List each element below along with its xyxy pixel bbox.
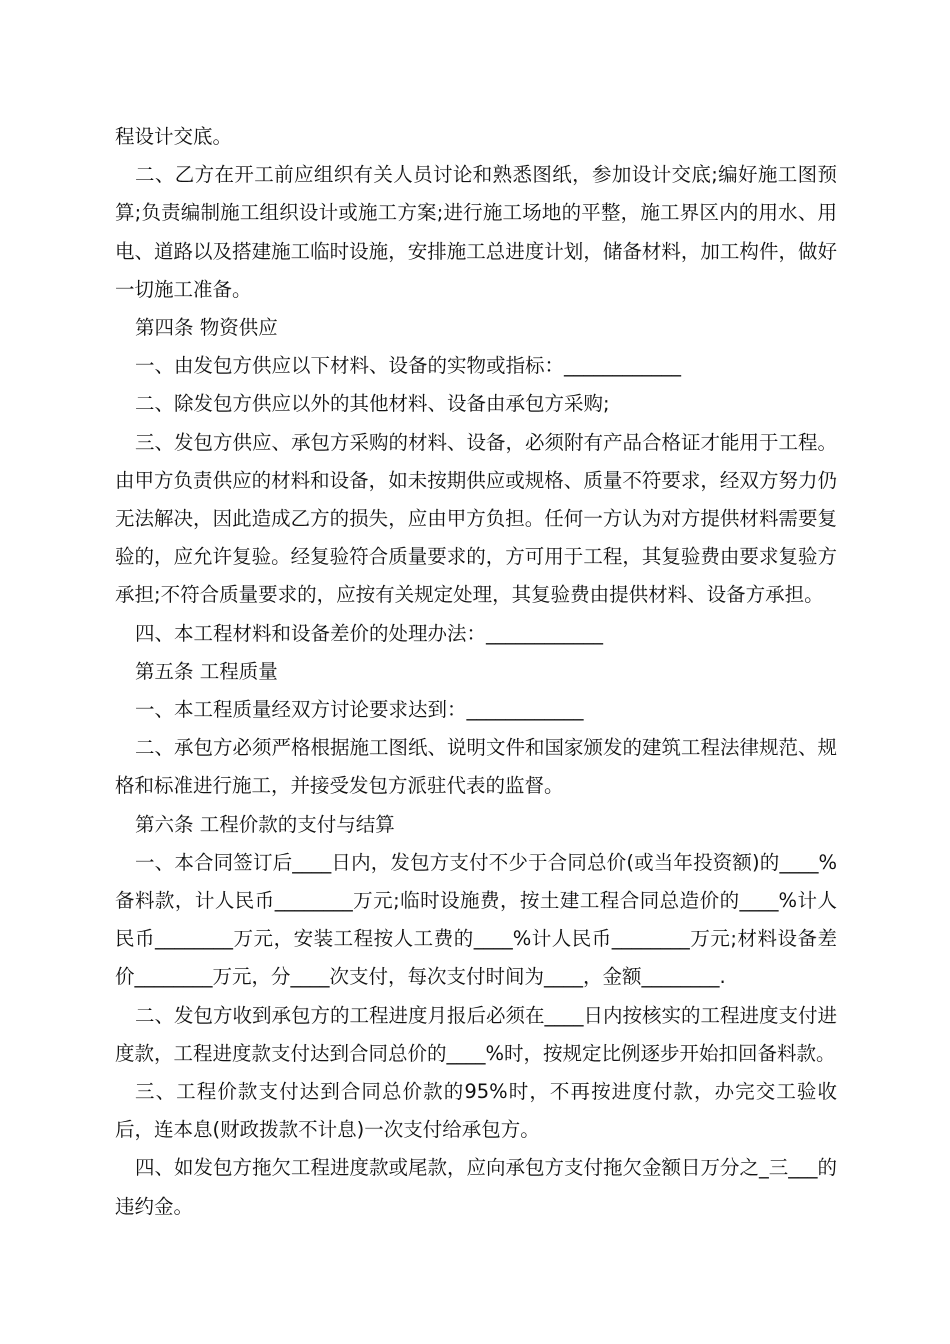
paragraph-4-1: 一、由发包方供应以下材料、设备的实物或指标：____________ [135, 354, 682, 378]
paragraph-4-3: 三、发包方供应、承包方采购的材料、设备，必须附有产品合格证才能用于工程。由甲方负责供应的材料和设备，如未按期供应或规格、质量不符要求，经双方努力仍无法解决，因此造成乙方的损失，应由甲方负担。任何一方认为对方提供材料需要复验的，应允许复验。经复验符合质量要求的，方可用于工程，其复验费由要求复验方承担;不符合质量要求的，应按有关规定处理，其复验费由提供材料、设备方承担。 [115, 430, 838, 607]
paragraph-6-1: 一、本合同签订后____日内，发包方支付不少于合同总价(或当年投资额)的____%备料款，计人民币________万元;临时设施费，按土建工程合同总造价的____%计人民币________万元，安装工程按人工费的____%计人民币________万元;材料设备差价________万元，分____次支付，每次支付时间为____，金额________. [115, 850, 837, 989]
paragraph-5-1: 一、本工程质量经双方讨论要求达到：____________ [135, 698, 584, 722]
paragraph-6-2: 二、发包方收到承包方的工程进度月报后必须在____日内按核实的工程进度支付进度款，工程进度款支付达到合同总价的____%时，按规定比例逐步开始扣回备料款。 [115, 1003, 838, 1065]
paragraph-4-4: 四、本工程材料和设备差价的处理办法：____________ [135, 621, 604, 645]
article-5-heading: 第五条 工程质量 [135, 659, 278, 683]
paragraph-6-3: 三、工程价款支付达到合同总价款的95%时，不再按进度付款，办完交工验收后，连本息(财政拨款不计息)一次支付给承包方。 [115, 1080, 837, 1142]
article-6-heading: 第六条 工程价款的支付与结算 [135, 812, 395, 836]
document-page [115, 118, 837, 1226]
paragraph-4-2: 二、除发包方供应以外的其他材料、设备由承包方采购; [135, 392, 610, 416]
article-4-heading: 第四条 物资供应 [135, 316, 278, 340]
paragraph-contractor-preparation: 二、乙方在开工前应组织有关人员讨论和熟悉图纸，参加设计交底;编好施工图预算;负责编制施工组织设计或施工方案;进行施工场地的平整，施工界区内的用水、用电、道路以及搭建施工临时设施，安排施工总进度计划，储备材料，加工构件，做好一切施工准备。 [115, 163, 837, 301]
paragraph-5-2: 二、承包方必须严格根据施工图纸、说明文件和国家颁发的建筑工程法律规范、规格和标准进行施工，并接受发包方派驻代表的监督。 [115, 736, 838, 798]
paragraph-6-4: 四、如发包方拖欠工程进度款或尾款，应向承包方支付拖欠金额日万分之_三___的违约金。 [115, 1156, 838, 1218]
paragraph-continuation: 程设计交底。 [115, 125, 233, 148]
